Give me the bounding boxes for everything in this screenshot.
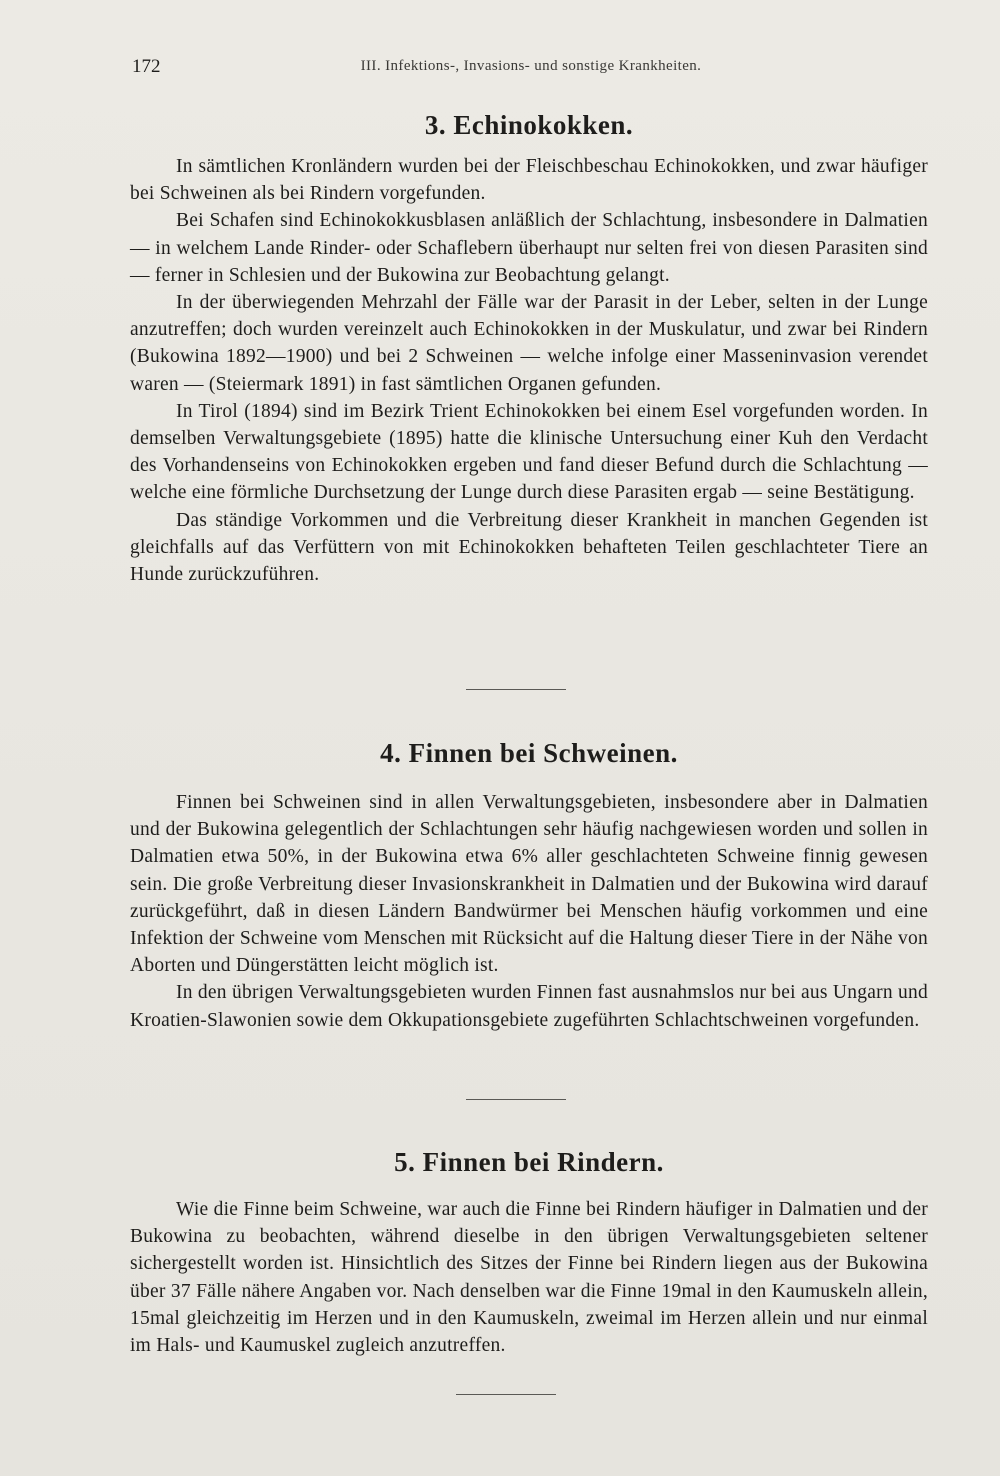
end-divider [456, 1394, 556, 1395]
paragraph: Das ständige Vorkommen und die Verbreitung dieser Krankheit in manchen Gegenden ist gleichfalls auf das Verfüttern von mit Echinokokken behafteten Teilen geschlachteter Tiere an Hunde zurückzuführen. [130, 509, 928, 586]
paragraph: In sämtlichen Kronländern wurden bei der Fleischbeschau Echinokokken, und zwar häufiger bei Schweinen als bei Rindern vorgefunden. [130, 156, 928, 205]
paragraph: In der überwiegenden Mehrzahl der Fälle war der Parasit in der Leber, selten in der Lunge anzutreffen; doch wurden vereinzelt auch Echinokokken in der Muskulatur, und zwar bei Rindern (Bukowina 1892—1900) und bei 2 Schweinen — welche infolge einer Masseninvasion verendet waren — (Steiermark 1891) in fast sämtlichen Organen gefunden. [130, 292, 928, 395]
section-heading: 4. Finnen bei Schweinen. [380, 738, 678, 768]
section-finnen-rinder [130, 1147, 928, 1359]
paragraph: In Tirol (1894) sind im Bezirk Trient Echinokokken bei einem Esel vorgefunden worden. In demselben Verwaltungsgebiete (1895) hatte die klinische Untersuchung einer Kuh den Verdacht des Vorhandenseins von Echinokokken ergeben und fand dieser Befund durch die Schlachtung — welche eine förmliche Durchsetzung der Lunge durch diese Parasiten ergab — seine Bestätigung. [130, 400, 928, 504]
paragraph: Wie die Finne beim Schweine, war auch die Finne bei Rindern häufiger in Dalmatien und der Bukowina zu beobachten, während dieselbe in den übrigen Verwaltungsgebieten seltener sichergestellt worden ist. Hinsichtlich des Sitzes der Finne bei Rindern liegen aus der Bukowina über 37 Fälle nähere Angaben vor. Nach denselben war die Finne 19mal in den Kaumuskeln allein, 15mal gleichzeitig im Herzen und in den Kaumuskeln, zweimal im Herzen allein und nur einmal im Hals- und Kaumuskel zugleich anzutreffen. [130, 1199, 928, 1357]
paragraph: Finnen bei Schweinen sind in allen Verwaltungsgebieten, insbesondere aber in Dalmatien und der Bukowina gelegentlich der Schlachtungen sehr häufig nachgewiesen worden und sollen in Dalmatien etwa 50%, in der Bukowina etwa 6% aller geschlachteten Schweine finnig gewesen sein. Die große Verbreitung dieser Invasionskrankheit in Dalmatien und der Bukowina wird darauf zurückgeführt, daß in diesen Ländern Bandwürmer bei Menschen häufig vorkommen und eine Infektion der Schweine vom Menschen mit Rücksicht auf die Haltung dieser Tiere in der Nähe von Aborten und Düngerstätten leicht möglich ist. [130, 792, 928, 977]
section-echinokokken [130, 110, 928, 588]
section-heading: 5. Finnen bei Rindern. [394, 1147, 664, 1177]
section-heading: 3. Echinokokken. [424, 110, 634, 140]
page-number: 172 [132, 56, 161, 77]
running-header [132, 56, 930, 80]
section-divider [466, 689, 566, 690]
section-divider [466, 1099, 566, 1100]
paragraph: Bei Schafen sind Echinokokkusblasen anläßlich der Schlachtung, insbesondere in Dalmatien — in welchem Lande Rinder- oder Schaflebern überhaupt nur selten frei von diesen Parasiten sind — ferner in Schlesien und der Bukowina zur Beobachtung gelangt. [130, 210, 928, 286]
section-finnen-schweine [130, 738, 928, 1034]
paragraph: In den übrigen Verwaltungsgebieten wurden Finnen fast ausnahmslos nur bei aus Ungarn und Kroatien-Slawonien sowie dem Okkupationsgebiete zugeführten Schlachtschweinen vorgefunden. [130, 982, 928, 1031]
running-title: III. Infektions-, Invasions- und sonstige Krankheiten. [360, 58, 702, 74]
